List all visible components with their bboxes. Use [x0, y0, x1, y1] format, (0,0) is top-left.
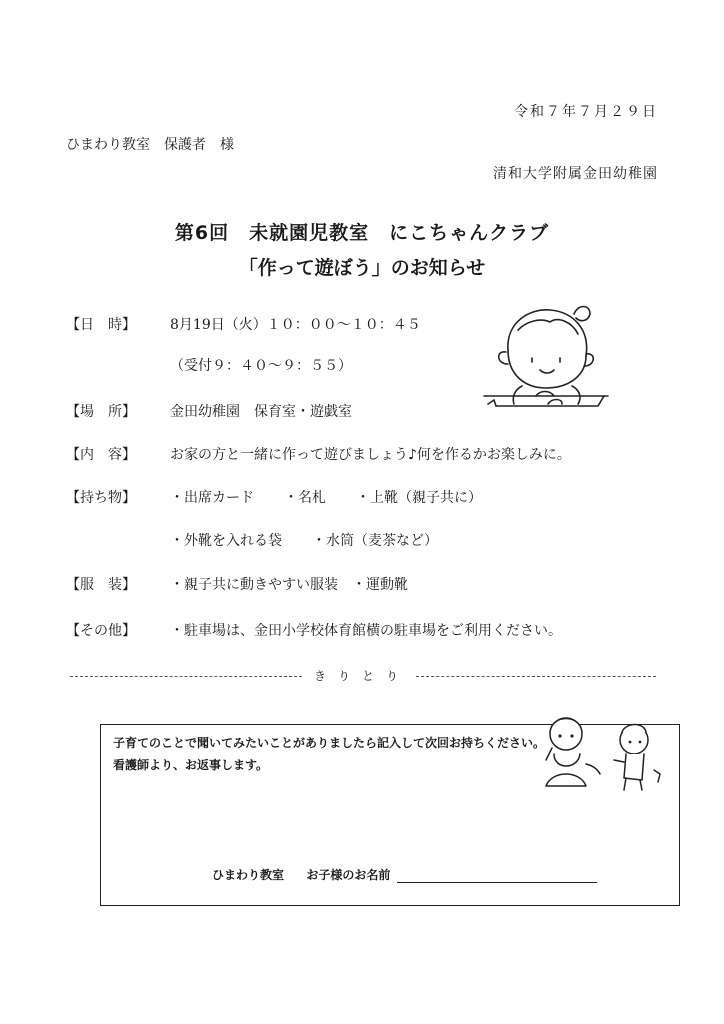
child-name-field[interactable] — [397, 870, 597, 883]
item-shoe-bag: ・外靴を入れる袋 — [170, 533, 282, 549]
items-row-2 — [170, 530, 438, 550]
datetime-value: 8月19日（火）１０：００～１０：４５ — [170, 317, 421, 333]
place-row — [66, 401, 352, 421]
items-row — [66, 487, 482, 507]
item-indoor-shoes: ・上靴（親子共に） — [356, 490, 482, 506]
recipient: ひまわり教室 保護者 様 — [66, 137, 234, 153]
clothing-label: 【服 装】 — [66, 577, 136, 593]
items-label: 【持ち物】 — [66, 490, 136, 506]
sign-label: お子様のお名前 — [306, 868, 391, 882]
page-title: 第6回 未就園児教室 にこちゃんクラブ — [174, 222, 550, 244]
clothing-value-1: ・親子共に動きやすい服装 — [170, 577, 338, 593]
signature-row — [212, 866, 597, 883]
cut-label: きりとり — [313, 669, 410, 683]
page-subtitle: 「作って遊ぼう」のお知らせ — [238, 257, 486, 279]
form-instruction-1: 子育てのことで聞いてみたいことがありましたら記入して次回お持ちください。 — [113, 736, 546, 750]
content-label: 【内 容】 — [66, 447, 136, 463]
other-row — [66, 620, 562, 640]
form-instruction-2: 看護師より、お返事します。 — [113, 758, 269, 772]
clothing-value-2: ・運動靴 — [352, 577, 408, 593]
content-value: お家の方と一緒に作って遊びましょう♪何を作るかお楽しみに。 — [170, 447, 571, 463]
child-crafting-illustration — [478, 300, 618, 420]
cut-line-right — [416, 676, 656, 677]
sender: 清和大学附属金田幼稚園 — [493, 166, 658, 182]
item-water-bottle: ・水筒（麦茶など） — [312, 533, 438, 549]
other-value: ・駐車場は、金田小学校体育館横の駐車場をご利用ください。 — [170, 623, 562, 639]
sign-class: ひまわり教室 — [212, 868, 285, 882]
item-name-tag: ・名札 — [284, 490, 326, 506]
reception-time: （受付９：４０～９：５５） — [170, 358, 352, 374]
place-label: 【場 所】 — [66, 404, 136, 420]
place-value: 金田幼稚園 保育室・遊戯室 — [170, 404, 352, 420]
document-date: 令和７年７月２９日 — [514, 104, 658, 120]
content-row — [66, 444, 571, 464]
datetime-row — [66, 314, 421, 334]
datetime-label: 【日 時】 — [66, 317, 136, 333]
other-label: 【その他】 — [66, 623, 136, 639]
item-attendance-card: ・出席カード — [170, 490, 254, 506]
clothing-row — [66, 574, 408, 594]
children-illustration — [538, 708, 678, 798]
